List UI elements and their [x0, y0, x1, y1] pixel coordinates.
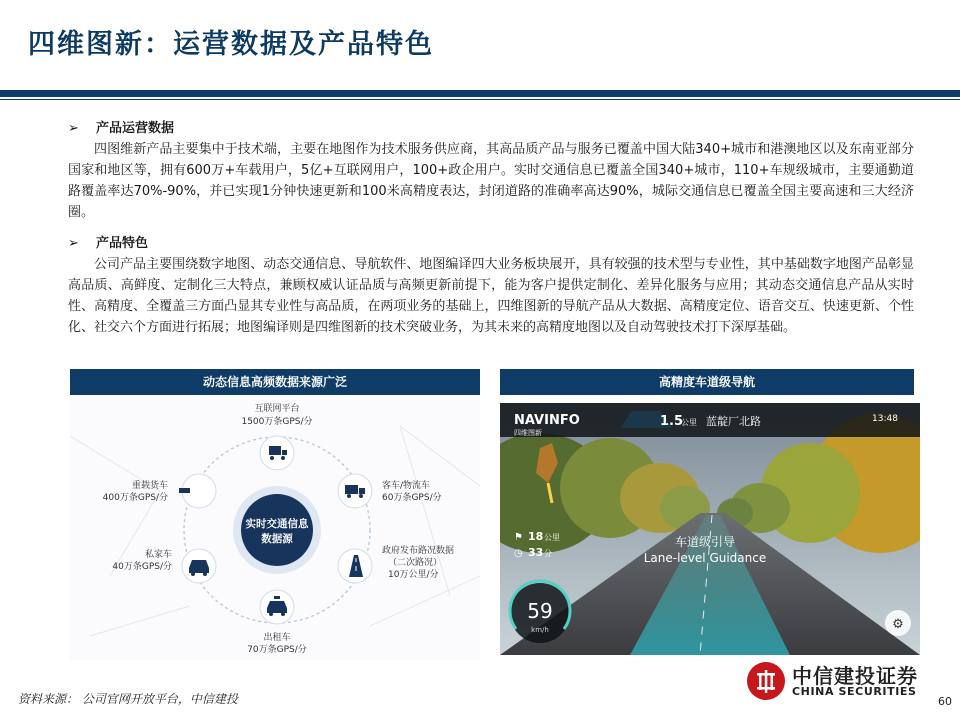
- hud-next-unit: 公里: [681, 418, 697, 427]
- data-source-diagram-svg: [70, 396, 480, 660]
- heavy-truck-icon: [179, 488, 190, 493]
- source-note: 资料来源： 公司官网开放平台，中信建投: [18, 692, 238, 706]
- gear-icon: ⚙: [892, 617, 904, 632]
- section-heading: [68, 233, 914, 254]
- section-body: 四图维新产品主要集中于技术端，主要在地图作为技术服务供应商，其高品质产品与服务已覆盖中国大陆340+城市和港澳地区以及东南亚部分国家和地区等，拥有600万+车载用户，5亿+互联网用户，100+政企用户。实时交通信息已覆盖全国340+城市，110+车规级城市，主要通勤道路覆盖率达70%-90%，并已实现1分钟快速更新和100米高精度表达，封闭道路的准确率高达90%，城际交通信息已覆盖全国主要高速和三大经济圈。: [68, 142, 914, 220]
- bullet-arrow-icon: ➢: [68, 121, 79, 136]
- node-gov-value: 10万公里/分: [388, 570, 439, 580]
- section-product-features: [68, 233, 914, 338]
- node-taxi-value: 70万条GPS/分: [247, 645, 307, 655]
- right-panel-title: 高精度车道级导航: [500, 369, 914, 395]
- hud-brand: NAVINFO: [514, 413, 580, 428]
- hud-guidance-cn: 车道级引导: [674, 535, 736, 549]
- bullet-arrow-icon: ➢: [68, 236, 79, 251]
- hud-remaining-time-unit: 分: [544, 549, 552, 558]
- section-heading-text: 产品特色: [96, 236, 149, 251]
- node-bus-name: 客车/物流车: [382, 481, 431, 491]
- center-label-line2: 数据源: [261, 533, 293, 545]
- section-body: 公司产品主要围绕数字地图、动态交通信息、导航软件、地图编译四大业务板块展开，具有较强的技术型与专业性，其中基础数字地图产品彰显高品质、高鲜度、定制化三大特点，兼顾权威认证品质与高频更新前提下，能为客户提供定制化、差异化服务与应用；其动态交通信息产品从实时性、高精度、全覆盖三方面凸显其专业性与高品质，在两项业务的基础上，四维图新的导航产品从大数据、高精度定位、语音交互、快速更新、个性化、社交六个方面进行拓展；地图编译则是四维图新的技术突破业务，为其未来的高精度地图以及自动驾驶技术打下深厚基础。: [68, 257, 914, 335]
- hud-speed-unit: km/h: [531, 626, 549, 634]
- node-car-value: 40万条GPS/分: [112, 562, 172, 572]
- node-bus-value: 60万条GPS/分: [382, 493, 442, 503]
- hud-brand-cn: 四维图新: [514, 429, 542, 437]
- logo-seal-icon: [746, 661, 786, 701]
- node-internet-name: 互联网平台: [254, 404, 300, 414]
- node-taxi-name: 出租车: [263, 633, 291, 643]
- data-source-diagram: [70, 396, 480, 660]
- logo-text-en: CHINA SECURITIES: [792, 685, 917, 698]
- node-internet-value: 1500万条GPS/分: [241, 417, 313, 427]
- title-divider: [0, 90, 960, 97]
- center-circle: [241, 494, 313, 566]
- hud-remaining-time: 33: [528, 546, 544, 559]
- section-heading-text: 产品运营数据: [96, 121, 175, 136]
- page-title: 四维图新：运营数据及产品特色: [28, 29, 434, 60]
- node-heavy-truck-value: 400万条GPS/分: [102, 493, 168, 503]
- node-gov-name: 政府发布路况数据: [382, 546, 455, 556]
- lane-navigation-screenshot: [500, 403, 920, 655]
- clock-icon: ◷: [514, 548, 523, 559]
- title-divider-thin: [0, 99, 960, 100]
- logo-text-cn: 中信建投证券: [792, 664, 918, 688]
- hud-remaining-distance: 18: [528, 530, 544, 543]
- center-label-line1: 实时交通信息: [245, 518, 309, 530]
- flag-icon: ⚑: [514, 532, 523, 543]
- hud-speed: 59: [527, 599, 553, 623]
- hud-guidance-en: Lane-level Guidance: [643, 551, 767, 565]
- node-car-name: 私家车: [144, 550, 172, 560]
- left-panel-title: 动态信息高频数据来源广泛: [70, 369, 480, 395]
- section-heading: [68, 118, 914, 139]
- section-operating-data: [68, 118, 914, 223]
- hud-road-name: 蓝靛厂北路: [706, 415, 761, 428]
- hud-remaining-unit: 公里: [544, 533, 560, 542]
- company-logo: [746, 660, 930, 702]
- hud-next-distance: 1.5: [660, 414, 684, 429]
- node-heavy-truck-name: 重载货车: [131, 481, 168, 491]
- page-number: 60: [938, 695, 952, 708]
- hud-clock: 13:48: [872, 414, 898, 424]
- lane-navigation-svg: [500, 403, 920, 655]
- node-gov-sub: （二次路况）: [388, 558, 443, 568]
